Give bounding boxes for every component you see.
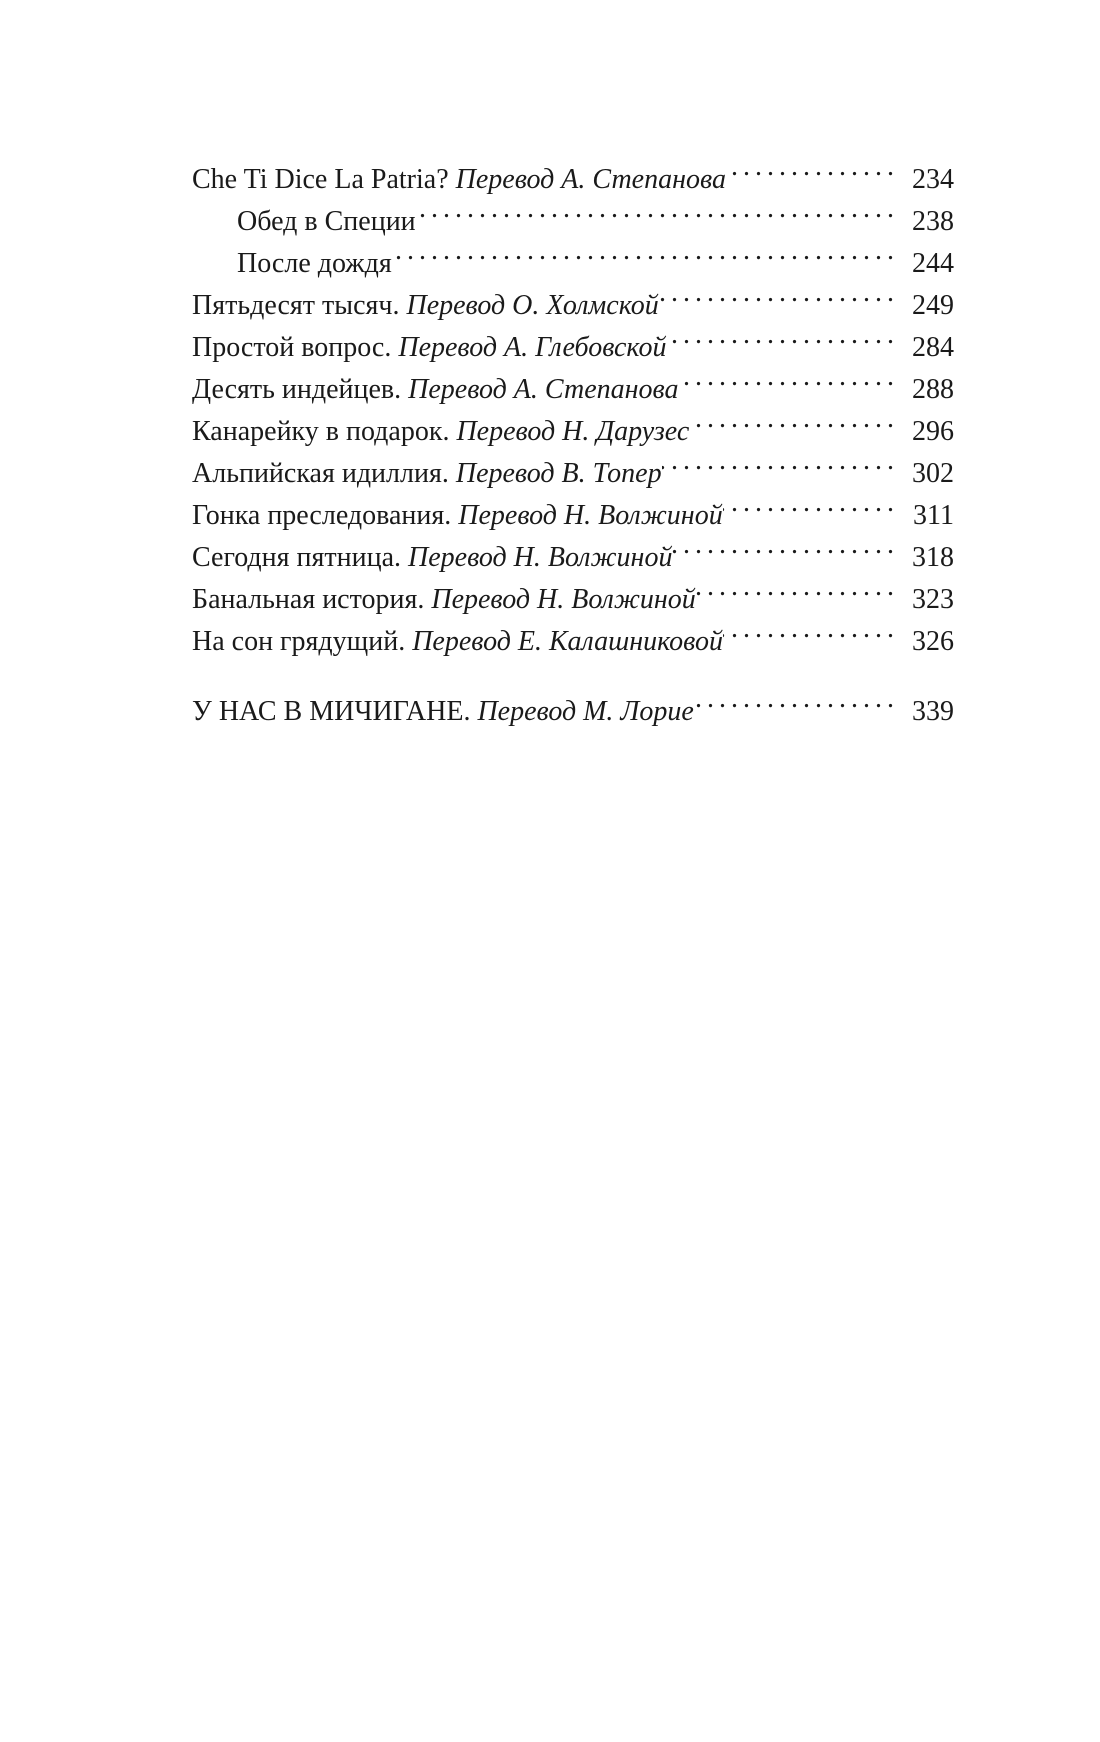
entry-translator: Перевод А. Глебовской — [398, 332, 667, 363]
entry-page-number: 244 — [912, 248, 954, 279]
toc-entry-section — [192, 678, 954, 727]
entry-title: Обед в Специи — [237, 206, 416, 237]
dot-leader — [694, 678, 904, 720]
entry-translator: Перевод О. Холмской — [406, 290, 659, 321]
entry-title: Пятьдесят тысяч. — [192, 290, 407, 321]
dot-leader — [416, 188, 904, 230]
dot-leader — [689, 398, 904, 440]
entry-translator: Перевод Е. Калашниковой — [412, 626, 723, 657]
entry-translator: Перевод В. Топер — [455, 458, 662, 489]
table-of-contents — [192, 146, 954, 727]
entry-page-number: 284 — [912, 332, 954, 363]
dot-leader — [672, 524, 904, 566]
dot-leader — [392, 230, 904, 272]
dot-leader — [696, 566, 904, 608]
entry-translator: Перевод М. Лорие — [477, 696, 694, 727]
entry-title: Гонка преследования. — [192, 500, 459, 531]
dot-leader — [726, 146, 904, 188]
entry-title: Простой вопрос. — [192, 332, 399, 363]
dot-leader — [662, 440, 904, 482]
entry-translator: Перевод А. Степанова — [455, 164, 726, 195]
entry-page-number: 296 — [912, 416, 954, 447]
entry-title: Банальная история. — [192, 584, 432, 615]
entry-title: У НАС В МИЧИГАНЕ. — [192, 696, 478, 727]
toc-entry — [192, 146, 954, 195]
entry-page-number: 238 — [912, 206, 954, 237]
entry-page-number: 302 — [912, 458, 954, 489]
entry-title: Альпийская идиллия. — [192, 458, 456, 489]
entry-page-number: 234 — [912, 164, 954, 195]
entry-translator: Перевод А. Степанова — [408, 374, 679, 405]
entry-title: Канарейку в подарок. — [192, 416, 457, 447]
dot-leader — [659, 272, 904, 314]
entry-page-number: 288 — [912, 374, 954, 405]
entry-page-number: 311 — [913, 500, 954, 531]
entry-page-number: 318 — [912, 542, 954, 573]
entry-title: Che Ti Dice La Patria? — [192, 164, 456, 195]
entry-title: Десять индейцев. — [192, 374, 409, 405]
dot-leader — [723, 608, 904, 650]
entry-translator: Перевод Н. Волжиной — [408, 542, 673, 573]
entry-translator: Перевод Н. Дарузес — [456, 416, 690, 447]
dot-leader — [723, 482, 904, 524]
entry-translator: Перевод Н. Волжиной — [431, 584, 696, 615]
dot-leader — [678, 356, 904, 398]
entry-page-number: 339 — [912, 696, 954, 727]
entry-page-number: 249 — [912, 290, 954, 321]
entry-title: Сегодня пятница. — [192, 542, 409, 573]
entry-translator: Перевод Н. Волжиной — [458, 500, 723, 531]
entry-title: После дождя — [237, 248, 392, 279]
entry-page-number: 323 — [912, 584, 954, 615]
dot-leader — [666, 314, 904, 356]
entry-page-number: 326 — [912, 626, 954, 657]
entry-title: На сон грядущий. — [192, 626, 413, 657]
